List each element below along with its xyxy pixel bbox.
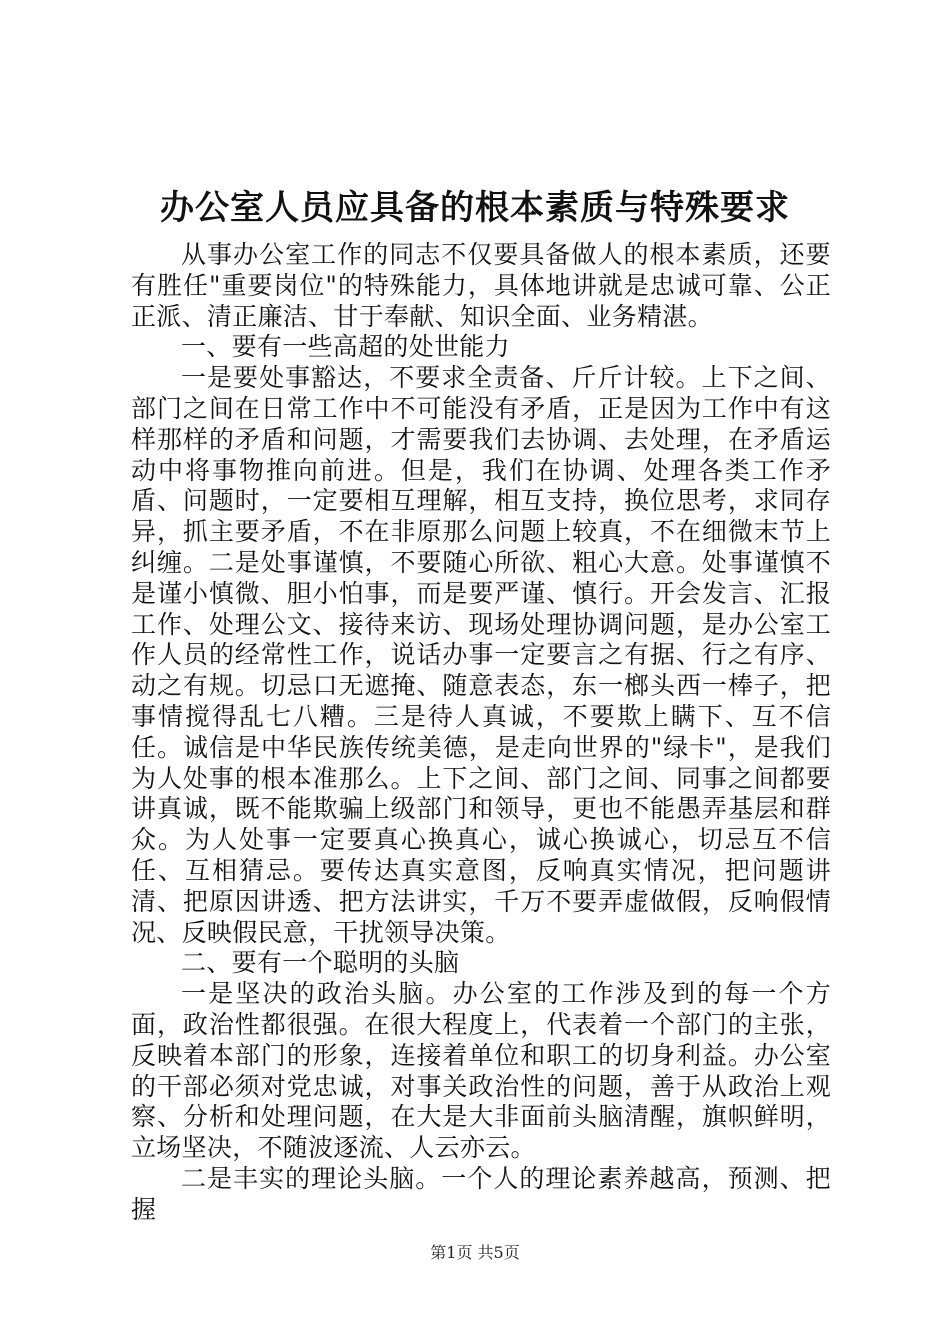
page-title: 办公室人员应具备的根本素质与特殊要求	[160, 188, 790, 228]
section-heading-2: 二、要有一个聪明的头脑	[181, 948, 460, 978]
paragraph-section-1: 一是要处事豁达，不要求全责备、斤斤计较。上下之间、部门之间在日常工作中不可能没有矛盾，正是因为工作中有这样那样的矛盾和问题，才需要我们去协调、去处理，在矛盾运动中将事物推向前进。但是，我们在协调、处理各类工作矛盾、问题时，一定要相互理解，相互支持，换位思考，求同存异，抓主要矛盾，不在非原那么问题上较真，不在细微末节上纠缠。二是处事谨慎，不要随心所欲、粗心大意。处事谨慎不是谨小慎微、胆小怕事，而是要严谨、慎行。开会发言、汇报工作、处理公文、接待来访、现场处理协调问题，是办公室工作人员的经常性工作，说话办事一定要言之有据、行之有序、动之有规。切忌口无遮掩、随意表态，东一榔头西一棒子，把事情搅得乱七八糟。三是待人真诚，不要欺上瞒下、互不信任。诚信是中华民族传统美德，是走向世界的"绿卡"，是我们为人处事的根本准那么。上下之间、部门之间、同事之间都要讲真诚，既不能欺骗上级部门和领导，更也不能愚弄基层和群众。为人处事一定要真心换真心，诚心换诚心，切忌互不信任、互相猜忌。要传达真实意图，反响真实情况，把问题讲清、把原因讲透、把方法讲实，千万不要弄虚做假，反响假情况、反映假民意，干扰领导决策。	[131, 363, 831, 947]
paragraph-intro: 从事办公室工作的同志不仅要具备做人的根本素质，还要有胜任"重要岗位"的特殊能力，具体地讲就是忠诚可靠、公正正派、清正廉洁、甘于奉献、知识全面、业务精湛。	[131, 240, 831, 331]
paragraph-political-mind: 一是坚决的政治头脑。办公室的工作涉及到的每一个方面，政治性都很强。在很大程度上，代表着一个部门的主张，反映着本部门的形象，连接着单位和职工的切身利益。办公室的干部必须对党忠诚，对事关政治性的问题，善于从政治上观察、分析和处理问题，在大是大非面前头脑清醒，旗帜鲜明，立场坚决，不随波逐流、人云亦云。	[131, 979, 831, 1163]
page-footer: 第1页 共5页	[430, 1243, 520, 1262]
paragraph-theory-mind: 二是丰实的理论头脑。一个人的理论素养越高，预测、把握	[131, 1163, 831, 1224]
section-heading-1: 一、要有一些高超的处世能力	[181, 332, 510, 362]
document-body	[131, 240, 831, 1226]
